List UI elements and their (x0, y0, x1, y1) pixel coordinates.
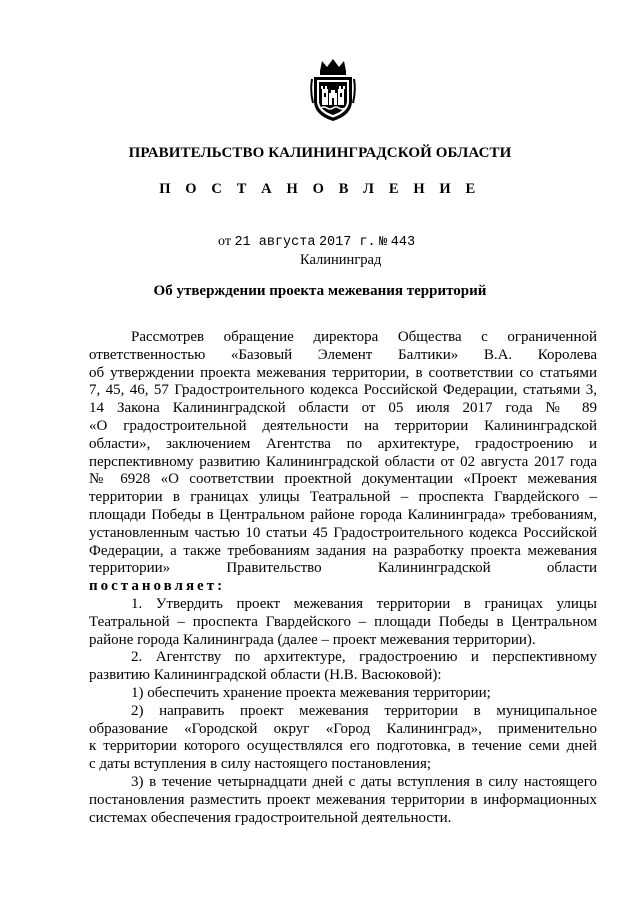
subitem-2-line: с даты вступления в силу настоящего постановления; (89, 756, 432, 773)
preamble-line: Рассмотрев обращение директора Общества с ограниченной (131, 329, 597, 345)
preamble-line: 7, 45, 46, 57 Градостроительного кодекса Российской Федерации, статьями 3, (89, 382, 597, 399)
preamble-line: территории в границах улицы Театральной – проспекта Гвардейского – (89, 489, 597, 506)
subitem-2-line: образование «Городской округ «Город Калининград», применительно (89, 720, 597, 737)
year-value: 2017 г. (318, 235, 376, 250)
preamble-line: Федерации, а также требованиям задания на разработку проекта межевания (89, 542, 597, 559)
item-1-line: 1. Утвердить проект межевания территории в границах улицы (131, 596, 597, 612)
preamble-line: об утверждении проекта межевания территории, в соответствии со статьями (89, 364, 597, 381)
subitem-2-line: к территории которого осуществлялся его подготовка, в течение семи дней (89, 738, 597, 755)
subitem-3-line: системах обеспечения градостроительной деятельности. (89, 809, 452, 826)
resolve-word: постановляет: (89, 578, 226, 595)
number-sign: № (379, 235, 388, 250)
preamble-line: перспективному развитию Калининградской области от 02 августа 2017 года (89, 453, 597, 470)
preamble-line: площади Победы в Центральном районе города Калининграда» требованиям, (89, 506, 597, 523)
item-2-line: развитию Калининградской области (Н.В. Васюковой): (89, 667, 442, 684)
document-number: 443 (390, 235, 416, 250)
preamble-line: территории» Правительство Калининградской области (89, 560, 597, 577)
preamble-line: установленным частью 10 статьи 45 Градостроительного кодекса Российской (89, 524, 597, 541)
item-1-line: Театральной – проспекта Гвардейского – площади Победы в Центральном (89, 613, 597, 630)
date-line (218, 234, 415, 250)
date-value: 21 августа (234, 235, 316, 250)
city-name: Калининград (300, 252, 382, 268)
coat-of-arms-icon (310, 57, 356, 123)
subitem-1-line: 1) обеспечить хранение проекта межевания территории; (131, 684, 491, 701)
item-1-line: районе города Калининграда (далее – проект межевания территории). (89, 631, 536, 648)
preamble-line: ответственностью «Базовый Элемент Балтики» В.А. Королева (89, 346, 597, 363)
subitem-2-line: 2) направить проект межевания территории в муниципальное (131, 702, 597, 719)
subitem-3-line: постановления разместить проект межевания территории в информационных (89, 791, 597, 808)
resolution-items (89, 596, 597, 827)
date-prefix: от (218, 234, 231, 249)
preamble-line: «О градостроительной деятельности на территории Калининградской (89, 417, 597, 434)
item-2-line: 2. Агентству по архитектуре, градостроению и перспективному (131, 649, 597, 666)
government-title: ПРАВИТЕЛЬСТВО КАЛИНИНГРАДСКОЙ ОБЛАСТИ (128, 145, 512, 161)
document-subject: Об утверждении проекта межевания территорий (153, 283, 487, 299)
preamble-line: № 6928 «О соответствии проектной документации «Проект межевания (89, 471, 597, 488)
preamble (89, 329, 597, 596)
preamble-line: области», заключением Агентства по архитектуре, градостроению и (89, 435, 597, 452)
document-type: П О С Т А Н О В Л Е Н И Е (159, 181, 481, 197)
preamble-line: 14 Закона Калининградской области от 05 июля 2017 года № 89 (89, 400, 597, 417)
subitem-3-line: 3) в течение четырнадцати дней с даты вступления в силу настоящего (131, 773, 597, 790)
